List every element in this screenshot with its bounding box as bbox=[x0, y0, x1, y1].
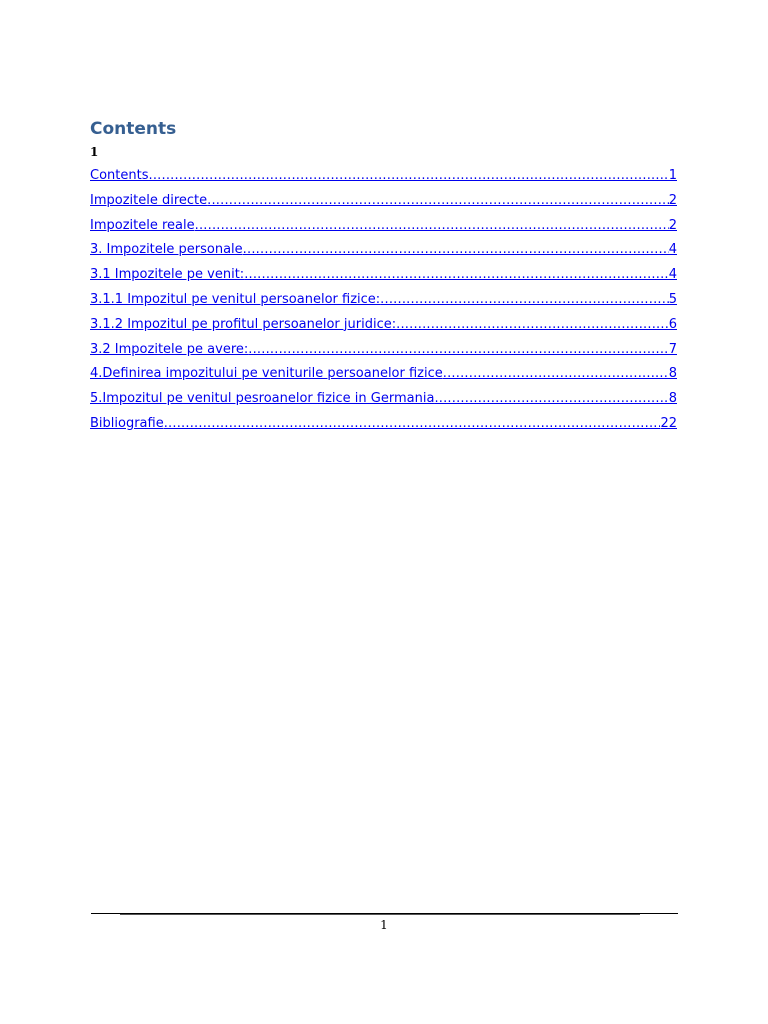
toc-entry-page: 7 bbox=[668, 341, 677, 357]
toc-entry[interactable] bbox=[90, 390, 677, 415]
toc-entry[interactable] bbox=[90, 241, 677, 266]
toc-entry[interactable] bbox=[90, 192, 677, 217]
toc-entry[interactable] bbox=[90, 341, 677, 366]
toc-entry-page: 22 bbox=[660, 415, 677, 431]
toc-entry-title: 5.Impozitul pe venitul pesroanelor fizice in Germania bbox=[90, 391, 435, 407]
toc-entry-page: 1 bbox=[668, 168, 677, 183]
toc-entry-page: 2 bbox=[668, 217, 677, 233]
toc-entry-title: Impozitele directe bbox=[90, 192, 208, 208]
toc-dot-leader bbox=[148, 167, 668, 185]
toc-heading: Contents bbox=[90, 119, 177, 139]
toc-dot-leader bbox=[248, 341, 668, 359]
toc-dot-leader bbox=[243, 241, 669, 259]
toc-dot-leader bbox=[396, 316, 669, 334]
toc-dot-leader bbox=[207, 192, 669, 210]
toc-number-line: 1 bbox=[90, 145, 99, 159]
toc-entry-title: 3. Impozitele personale bbox=[90, 242, 243, 258]
toc-entry-page: 8 bbox=[668, 391, 677, 407]
toc-entry[interactable] bbox=[90, 217, 677, 242]
toc-entry[interactable] bbox=[90, 415, 677, 440]
toc-entry[interactable] bbox=[90, 365, 677, 390]
toc-entry-title: 3.1 Impozitele pe venit: bbox=[90, 267, 245, 283]
toc-entry-title: 3.1.1 Impozitul pe venitul persoanelor fizice: bbox=[90, 291, 381, 307]
toc-entry[interactable] bbox=[90, 167, 677, 192]
toc-entry[interactable] bbox=[90, 291, 677, 316]
toc-entry-page: 5 bbox=[668, 291, 677, 307]
toc-entry-title: Impozitele reale bbox=[90, 217, 195, 233]
toc-dot-leader bbox=[244, 266, 669, 284]
toc-entry[interactable] bbox=[90, 316, 677, 341]
toc-entry[interactable] bbox=[90, 266, 677, 291]
toc-dot-leader bbox=[195, 217, 669, 235]
toc-entry-page: 8 bbox=[668, 366, 677, 382]
toc-dot-leader bbox=[434, 390, 668, 408]
toc-entry-page: 6 bbox=[668, 316, 677, 332]
toc-dot-leader bbox=[443, 365, 669, 383]
toc-entry-page: 4 bbox=[668, 267, 677, 283]
toc-dot-leader bbox=[380, 291, 669, 309]
toc-entry-title: 3.2 Impozitele pe avere: bbox=[90, 341, 249, 357]
toc-entry-page: 4 bbox=[668, 242, 677, 258]
footer-divider-inner bbox=[120, 914, 640, 915]
toc-entry-page: 2 bbox=[668, 192, 677, 208]
toc-entry-title: 4.Definirea impozitului pe veniturile persoanelor fizice bbox=[90, 366, 443, 382]
footer-page-number: 1 bbox=[380, 918, 388, 932]
toc-dot-leader bbox=[164, 415, 661, 433]
toc-entry-title: 3.1.2 Impozitul pe profitul persoanelor juridice: bbox=[90, 316, 397, 332]
toc-entry-title: Contents bbox=[90, 168, 149, 183]
toc-list bbox=[90, 167, 677, 440]
toc-entry-title: Bibliografie bbox=[90, 415, 164, 431]
